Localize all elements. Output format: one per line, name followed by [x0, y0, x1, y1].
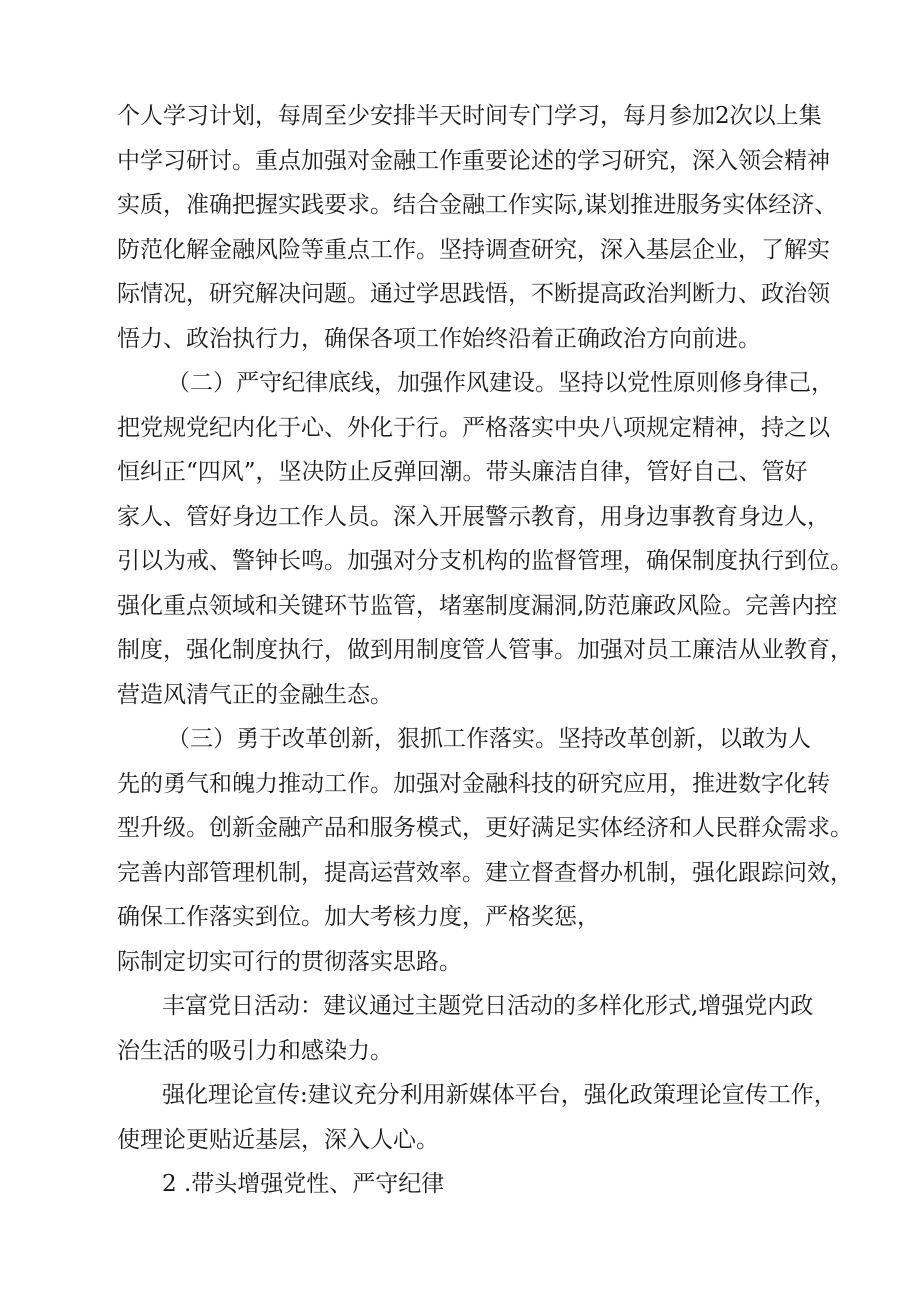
text-line: 恒纠正“四风”，坚决防止反弹回潮。带头廉洁自律，管好自己、管好 [117, 459, 808, 485]
text-line: 型升级。创新金融产品和服务模式，更好满足实体经济和人民群众需求。 [117, 815, 853, 841]
text-line: 把党规党纪内化于心、外化于行。严格落实中央八项规定精神，持之以 [117, 415, 830, 441]
text-line: 引以为戒、警钟长鸣。加强对分支机构的监督管理，确保制度执行到位。 [117, 548, 853, 574]
text-line: 确保工作落实到位。加大考核力度，严格奖惩， [117, 904, 600, 930]
numbered-heading: 2 .带头增强党性、严守纪律 [162, 1171, 445, 1197]
section-heading-2: （二）严守纪律底线，加强作风建设。坚持以党性原则修身律己， [167, 370, 834, 396]
section-heading-3: （三）勇于改革创新，狠抓工作落实。坚持改革创新，以敢为人 [167, 726, 811, 752]
text-line: 实质，准确把握实践要求。结合金融工作实际,谋划推进服务实体经济、 [117, 192, 838, 218]
text-line: 中学习研讨。重点加强对金融工作重要论述的学习研究，深入领会精神 [117, 148, 830, 174]
text-line: 完善内部管理机制，提高运营效率。建立督查督办机制，强化跟踪问效， [117, 860, 853, 886]
text-line: 使理论更贴近基层，深入人心。 [117, 1127, 439, 1153]
suggestion-party-day: 丰富党日活动：建议通过主题党日活动的多样化形式,增强党内政 [162, 993, 814, 1019]
suggestion-theory-publicity: 强化理论宣传:建议充分利用新媒体平台，强化政策理论宣传工作， [162, 1082, 837, 1108]
text-line: 个人学习计划，每周至少安排半天时间专门学习，每月参加2次以上集 [117, 103, 822, 129]
text-line: 防范化解金融风险等重点工作。坚持调查研究，深入基层企业，了解实 [117, 237, 830, 263]
text-line: 制度，强化制度执行，做到用制度管人管事。加强对员工廉洁从业教育， [117, 637, 853, 663]
text-line: 际制定切实可行的贯彻落实思路。 [117, 949, 462, 975]
text-line: 强化重点领域和关键环节监管，堵塞制度漏洞,防范廉政风险。完善内控 [117, 593, 838, 619]
text-line: 营造风清气正的金融生态。 [117, 682, 393, 708]
text-line: 悟力、政治执行力，确保各项工作始终沿着正确政治方向前进。 [117, 326, 761, 352]
text-line: 际情况，研究解决问题。通过学思践悟，不断提高政治判断力、政治领 [117, 281, 830, 307]
text-line: 治生活的吸引力和感染力。 [117, 1038, 393, 1064]
text-line: 家人、管好身边工作人员。深入开展警示教育，用身边事教育身边人， [117, 504, 830, 530]
text-line: 先的勇气和魄力推动工作。加强对金融科技的研究应用，推进数字化转 [117, 771, 830, 797]
